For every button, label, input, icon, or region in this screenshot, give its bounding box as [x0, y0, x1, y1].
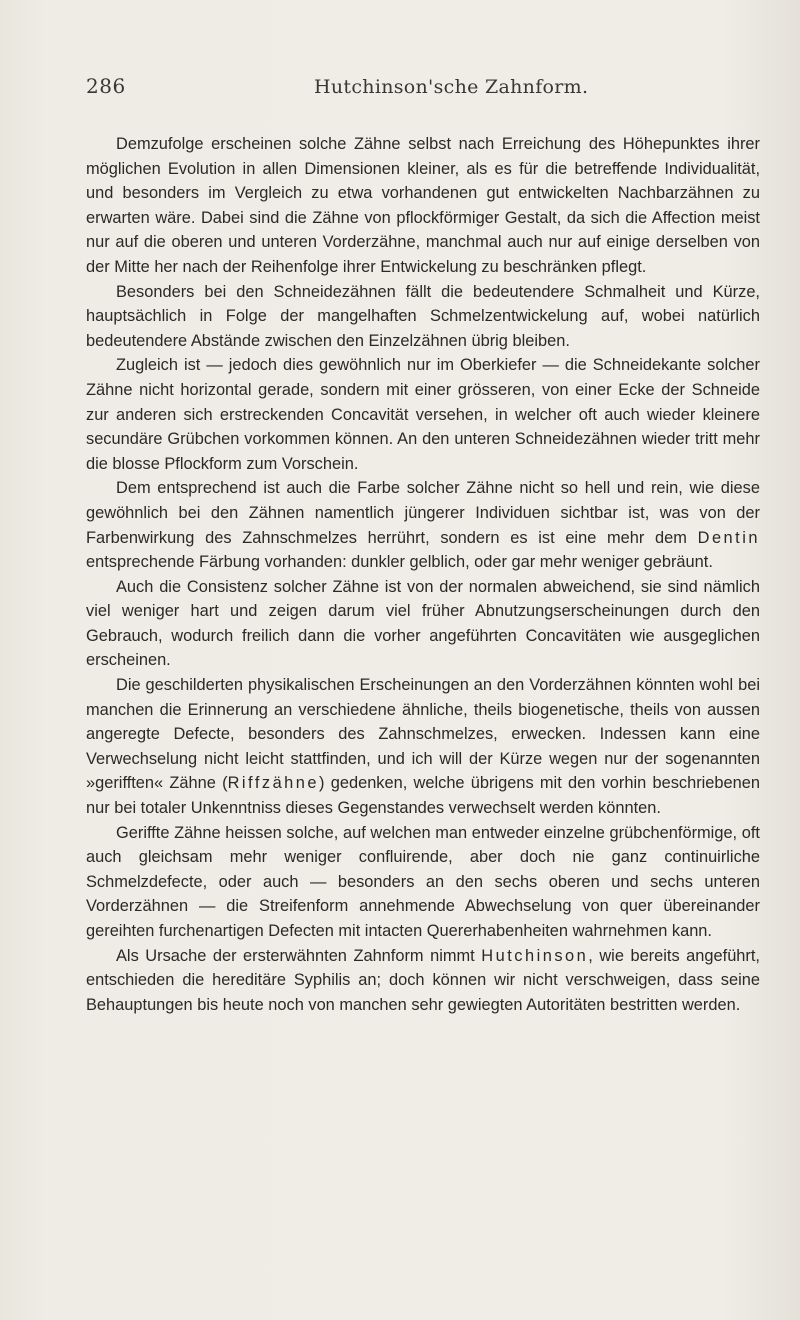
text-run: , wie bereits angeführt, entschieden die hereditäre Syphilis an; doch können wir nicht verschweigen, dass seine Behauptungen bis heute noch von manchen sehr gewiegten Autoritäten bestritten werden.: [86, 946, 760, 1014]
text-run: ) gedenken, welche übrigens mit den vorhin beschriebenen nur bei totaler Unkenntniss dieses Gegenstandes verwechselt werden könnten.: [86, 774, 760, 818]
paragraph: Demzufolge erscheinen solche Zähne selbst nach Erreichung des Höhepunktes ihrer möglichen Evolution in allen Dimensionen kleiner, als es für die betreffende Individualität, und besonders im Vergleich zu etwa vorhandenen gut entwickelten Nachbarzähnen zu erwarten wäre. Dabei sind die Zähne von pflockförmiger Gestalt, da sich die Affection meist nur auf die oberen und unteren Vorderzähne, manchmal auch nur auf einige derselben von der Mitte her nach der Reihenfolge ihrer Entwickelung zu beschränken pflegt.: [86, 135, 760, 276]
paragraph: Besonders bei den Schneidezähnen fällt die bedeutendere Schmalheit und Kürze, hauptsächlich in Folge der mangelhaften Schmelzentwickelung auf, wobei natürlich bedeutendere Abstände zwischen den Einzelzähnen übrig bleiben.: [86, 282, 760, 350]
text-run: Dem entsprechend ist auch die Farbe solcher Zähne nicht so hell und rein, wie diese gewöhnlich bei den Zähnen namentlich jüngerer Individuen sichtbar ist, was von der Farbenwirkung des Zahnschmelzes herrührt, sondern es ist eine mehr dem: [86, 479, 760, 547]
paragraph: Zugleich ist — jedoch dies gewöhnlich nur im Oberkiefer — die Schneidekante solcher Zähne nicht horizontal gerade, sondern mit einer grösseren, von einer Ecke der Schneide zur anderen sich erstreckenden Concavität versehen, in welcher oft auch wieder kleinere secundäre Grübchen vorkommen können. An den unteren Schneidezähnen wieder tritt mehr die blosse Pflockform zum Vorschein.: [86, 356, 760, 473]
text-run: entsprechende Färbung vorhanden: dunkler gelblich, oder gar mehr weniger gebräunt.: [86, 553, 713, 572]
emphasized-term: Hutchinson: [481, 946, 589, 965]
paragraph: [86, 673, 760, 821]
paragraph: Auch die Consistenz solcher Zähne ist von der normalen abweichend, sie sind nämlich viel weniger hart und zeigen darum viel früher Abnutzungserscheinungen durch den Gebrauch, wodurch freilich dann die vorher angeführten Concavitäten wie ausgeglichen erscheinen.: [86, 577, 760, 670]
page-header: [86, 74, 800, 104]
page-number: 286: [86, 74, 126, 98]
text-run: Als Ursache der ersterwähnten Zahnform nimmt: [116, 946, 482, 965]
emphasized-term: Riffzähne: [227, 774, 320, 793]
emphasized-term: Dentin: [697, 528, 760, 547]
paragraph: Geriffte Zähne heissen solche, auf welchen man entweder einzelne grübchenförmige, oft auch gleichsam mehr weniger confluirende, aber doch nie ganz continuirliche Schmelzdefecte, oder auch — besonders an den sechs oberen und sechs unteren Vorderzähnen — die Streifenform annehmende Abwechselung von quer übereinander gereihten furchenartigen Defecten mit intacten Quererhabenheiten wahrnehmen kann.: [86, 823, 760, 940]
running-title: Hutchinson'sche Zahnform.: [314, 76, 589, 98]
paragraph: [86, 476, 760, 574]
text-run: Die geschilderten physikalischen Erscheinungen an den Vorderzähnen könnten wohl bei manchen die Erinnerung an verschiedene ähnliche, theils biogenetische, theils von aussen angeregte Defecte, besonders des Zahnschmelzes, erwecken. Indessen kann eine Verwechselung nicht leicht stattfinden, und ich will der Kürze wegen nur der sogenannten »gerifften« Zähne (: [86, 676, 760, 793]
body-text: [86, 132, 760, 1017]
paragraph: [86, 944, 760, 1018]
